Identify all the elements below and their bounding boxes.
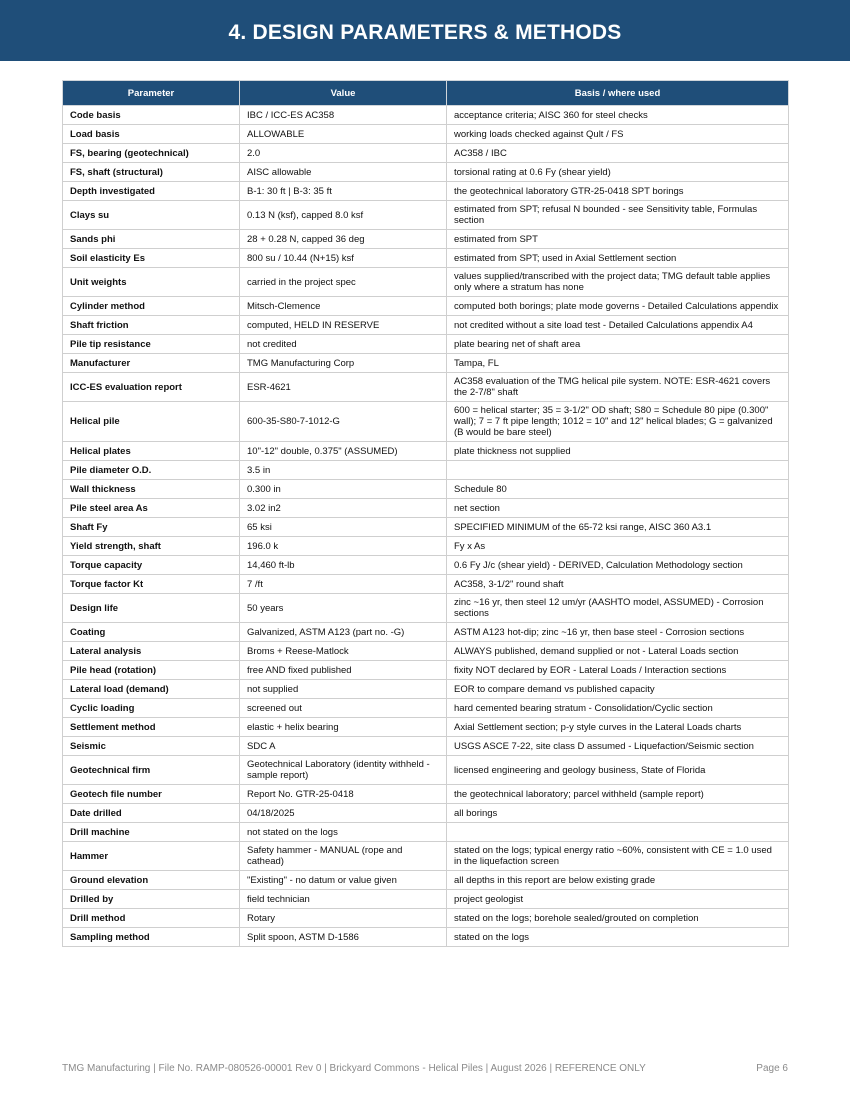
table-row [63, 230, 789, 249]
parameter-cell: Geotechnical firm [63, 756, 240, 785]
value-cell: screened out [240, 699, 447, 718]
table-row [63, 249, 789, 268]
table-header [63, 81, 789, 106]
table-row [63, 125, 789, 144]
basis-cell: Fy x As [447, 537, 789, 556]
table-row [63, 354, 789, 373]
table-row [63, 661, 789, 680]
basis-cell: estimated from SPT; used in Axial Settlement section [447, 249, 789, 268]
table-row [63, 373, 789, 402]
table-row [63, 163, 789, 182]
value-cell: not credited [240, 335, 447, 354]
page-number: Page 6 [756, 1063, 788, 1074]
parameter-cell: Load basis [63, 125, 240, 144]
basis-cell: stated on the logs; typical energy ratio ~60%, consistent with CE = 1.0 used in the liquefaction screen [447, 842, 789, 871]
value-cell: free AND fixed published [240, 661, 447, 680]
value-cell: 65 ksi [240, 518, 447, 537]
value-cell: 10"-12" double, 0.375" (ASSUMED) [240, 442, 447, 461]
value-cell: Geotechnical Laboratory (identity withheld - sample report) [240, 756, 447, 785]
value-cell: Safety hammer - MANUAL (rope and cathead) [240, 842, 447, 871]
parameter-cell: Lateral load (demand) [63, 680, 240, 699]
parameter-cell: FS, bearing (geotechnical) [63, 144, 240, 163]
value-cell: TMG Manufacturing Corp [240, 354, 447, 373]
value-cell: 600-35-S80-7-1012-G [240, 402, 447, 442]
table-row [63, 461, 789, 480]
parameter-cell: Unit weights [63, 268, 240, 297]
basis-cell: fixity NOT declared by EOR - Lateral Loads / Interaction sections [447, 661, 789, 680]
basis-cell: EOR to compare demand vs published capacity [447, 680, 789, 699]
value-cell: field technician [240, 890, 447, 909]
table-header-row [63, 81, 789, 106]
basis-cell: zinc ~16 yr, then steel 12 um/yr (AASHTO model, ASSUMED) - Corrosion sections [447, 594, 789, 623]
parameter-cell: Shaft Fy [63, 518, 240, 537]
basis-cell: ASTM A123 hot-dip; zinc ~16 yr, then base steel - Corrosion sections [447, 623, 789, 642]
table-body [63, 106, 789, 947]
parameter-cell: Cylinder method [63, 297, 240, 316]
basis-cell: AC358, 3-1/2" round shaft [447, 575, 789, 594]
section-header-band [0, 0, 850, 61]
section-title: 4. DESIGN PARAMETERS & METHODS [228, 20, 622, 44]
basis-cell: SPECIFIED MINIMUM of the 65-72 ksi range, AISC 360 A3.1 [447, 518, 789, 537]
parameter-cell: ICC-ES evaluation report [63, 373, 240, 402]
parameter-cell: Hammer [63, 842, 240, 871]
table-row [63, 316, 789, 335]
basis-cell: 600 = helical starter; 35 = 3-1/2" OD shaft; S80 = Schedule 80 pipe (0.300" wall); 7 = 7 ft pipe length; 1012 = 10" and 12" helical blades; G = galvanized (B would be bare steel) [447, 402, 789, 442]
value-cell: not supplied [240, 680, 447, 699]
parameter-cell: Settlement method [63, 718, 240, 737]
column-header-value: Value [240, 81, 447, 106]
table-row [63, 699, 789, 718]
value-cell: not stated on the logs [240, 823, 447, 842]
basis-cell: all depths in this report are below existing grade [447, 871, 789, 890]
parameter-cell: Lateral analysis [63, 642, 240, 661]
parameter-cell: Helical plates [63, 442, 240, 461]
basis-cell: acceptance criteria; AISC 360 for steel checks [447, 106, 789, 125]
design-parameters-table [62, 80, 789, 947]
table-row [63, 144, 789, 163]
table-row [63, 909, 789, 928]
parameter-cell: Manufacturer [63, 354, 240, 373]
value-cell: Split spoon, ASTM D-1586 [240, 928, 447, 947]
basis-cell: not credited without a site load test - Detailed Calculations appendix A4 [447, 316, 789, 335]
table-row [63, 871, 789, 890]
value-cell: 2.0 [240, 144, 447, 163]
basis-cell: Schedule 80 [447, 480, 789, 499]
basis-cell: Axial Settlement section; p-y style curves in the Lateral Loads charts [447, 718, 789, 737]
parameter-cell: Drill method [63, 909, 240, 928]
basis-cell: the geotechnical laboratory; parcel withheld (sample report) [447, 785, 789, 804]
parameter-cell: Helical pile [63, 402, 240, 442]
basis-cell: Tampa, FL [447, 354, 789, 373]
table-row [63, 402, 789, 442]
parameter-cell: Geotech file number [63, 785, 240, 804]
table-row [63, 785, 789, 804]
value-cell: 04/18/2025 [240, 804, 447, 823]
value-cell: 0.300 in [240, 480, 447, 499]
parameter-cell: Ground elevation [63, 871, 240, 890]
parameter-cell: Pile steel area As [63, 499, 240, 518]
parameter-cell: Sands phi [63, 230, 240, 249]
value-cell: Broms + Reese-Matlock [240, 642, 447, 661]
value-cell: B-1: 30 ft | B-3: 35 ft [240, 182, 447, 201]
value-cell: Galvanized, ASTM A123 (part no. -G) [240, 623, 447, 642]
basis-cell: all borings [447, 804, 789, 823]
basis-cell: values supplied/transcribed with the project data; TMG default table applies only where a stratum has none [447, 268, 789, 297]
parameter-cell: Pile diameter O.D. [63, 461, 240, 480]
value-cell: 3.5 in [240, 461, 447, 480]
value-cell: AISC allowable [240, 163, 447, 182]
basis-cell: plate bearing net of shaft area [447, 335, 789, 354]
value-cell: 800 su / 10.44 (N+15) ksf [240, 249, 447, 268]
value-cell: elastic + helix bearing [240, 718, 447, 737]
value-cell: ALLOWABLE [240, 125, 447, 144]
parameter-cell: Pile tip resistance [63, 335, 240, 354]
table-row [63, 480, 789, 499]
value-cell: "Existing" - no datum or value given [240, 871, 447, 890]
table-row [63, 518, 789, 537]
value-cell: 7 /ft [240, 575, 447, 594]
parameter-cell: Seismic [63, 737, 240, 756]
basis-cell: working loads checked against Qult / FS [447, 125, 789, 144]
table-row [63, 737, 789, 756]
basis-cell: licensed engineering and geology business, State of Florida [447, 756, 789, 785]
basis-cell: 0.6 Fy J/c (shear yield) - DERIVED, Calculation Methodology section [447, 556, 789, 575]
value-cell: Report No. GTR-25-0418 [240, 785, 447, 804]
value-cell: 196.0 k [240, 537, 447, 556]
basis-cell: project geologist [447, 890, 789, 909]
value-cell: computed, HELD IN RESERVE [240, 316, 447, 335]
value-cell: carried in the project spec [240, 268, 447, 297]
table-row [63, 182, 789, 201]
basis-cell: net section [447, 499, 789, 518]
value-cell: Mitsch-Clemence [240, 297, 447, 316]
parameter-cell: Clays su [63, 201, 240, 230]
column-header-parameter: Parameter [63, 81, 240, 106]
table-row [63, 575, 789, 594]
value-cell: ESR-4621 [240, 373, 447, 402]
value-cell: SDC A [240, 737, 447, 756]
table-row [63, 268, 789, 297]
table-row [63, 680, 789, 699]
column-header-basis: Basis / where used [447, 81, 789, 106]
value-cell: Rotary [240, 909, 447, 928]
table-row [63, 718, 789, 737]
basis-cell: stated on the logs [447, 928, 789, 947]
table-row [63, 556, 789, 575]
basis-cell [447, 461, 789, 480]
parameter-cell: FS, shaft (structural) [63, 163, 240, 182]
parameter-cell: Code basis [63, 106, 240, 125]
value-cell: 14,460 ft-lb [240, 556, 447, 575]
table-row [63, 201, 789, 230]
parameter-cell: Cyclic loading [63, 699, 240, 718]
parameter-cell: Design life [63, 594, 240, 623]
basis-cell: stated on the logs; borehole sealed/grouted on completion [447, 909, 789, 928]
footer-text: TMG Manufacturing | File No. RAMP-080526-00001 Rev 0 | Brickyard Commons - Helical Piles | August 2026 | REFERENCE ONLY [62, 1063, 646, 1074]
basis-cell [447, 823, 789, 842]
parameter-cell: Coating [63, 623, 240, 642]
parameter-cell: Yield strength, shaft [63, 537, 240, 556]
table-row [63, 442, 789, 461]
table-row [63, 804, 789, 823]
parameter-cell: Sampling method [63, 928, 240, 947]
basis-cell: plate thickness not supplied [447, 442, 789, 461]
basis-cell: ALWAYS published, demand supplied or not - Lateral Loads section [447, 642, 789, 661]
table-row [63, 890, 789, 909]
basis-cell: AC358 evaluation of the TMG helical pile system. NOTE: ESR-4621 covers the 2-7/8" shaft [447, 373, 789, 402]
basis-cell: the geotechnical laboratory GTR-25-0418 SPT borings [447, 182, 789, 201]
value-cell: IBC / ICC-ES AC358 [240, 106, 447, 125]
table-row [63, 537, 789, 556]
parameter-cell: Shaft friction [63, 316, 240, 335]
parameter-cell: Drilled by [63, 890, 240, 909]
parameter-cell: Torque factor Kt [63, 575, 240, 594]
value-cell: 3.02 in2 [240, 499, 447, 518]
table-row [63, 594, 789, 623]
basis-cell: estimated from SPT; refusal N bounded - see Sensitivity table, Formulas section [447, 201, 789, 230]
table-row [63, 499, 789, 518]
table-row [63, 642, 789, 661]
table-row [63, 297, 789, 316]
basis-cell: estimated from SPT [447, 230, 789, 249]
table-row [63, 823, 789, 842]
parameter-cell: Pile head (rotation) [63, 661, 240, 680]
basis-cell: computed both borings; plate mode governs - Detailed Calculations appendix [447, 297, 789, 316]
table-row [63, 335, 789, 354]
table-row [63, 756, 789, 785]
parameter-cell: Wall thickness [63, 480, 240, 499]
table-row [63, 842, 789, 871]
parameter-cell: Soil elasticity Es [63, 249, 240, 268]
basis-cell: AC358 / IBC [447, 144, 789, 163]
basis-cell: USGS ASCE 7-22, site class D assumed - Liquefaction/Seismic section [447, 737, 789, 756]
table-row [63, 623, 789, 642]
parameter-cell: Torque capacity [63, 556, 240, 575]
value-cell: 50 years [240, 594, 447, 623]
value-cell: 28 + 0.28 N, capped 36 deg [240, 230, 447, 249]
basis-cell: torsional rating at 0.6 Fy (shear yield) [447, 163, 789, 182]
table-row [63, 928, 789, 947]
parameter-cell: Drill machine [63, 823, 240, 842]
basis-cell: hard cemented bearing stratum - Consolidation/Cyclic section [447, 699, 789, 718]
value-cell: 0.13 N (ksf), capped 8.0 ksf [240, 201, 447, 230]
table-row [63, 106, 789, 125]
parameter-cell: Depth investigated [63, 182, 240, 201]
parameter-cell: Date drilled [63, 804, 240, 823]
